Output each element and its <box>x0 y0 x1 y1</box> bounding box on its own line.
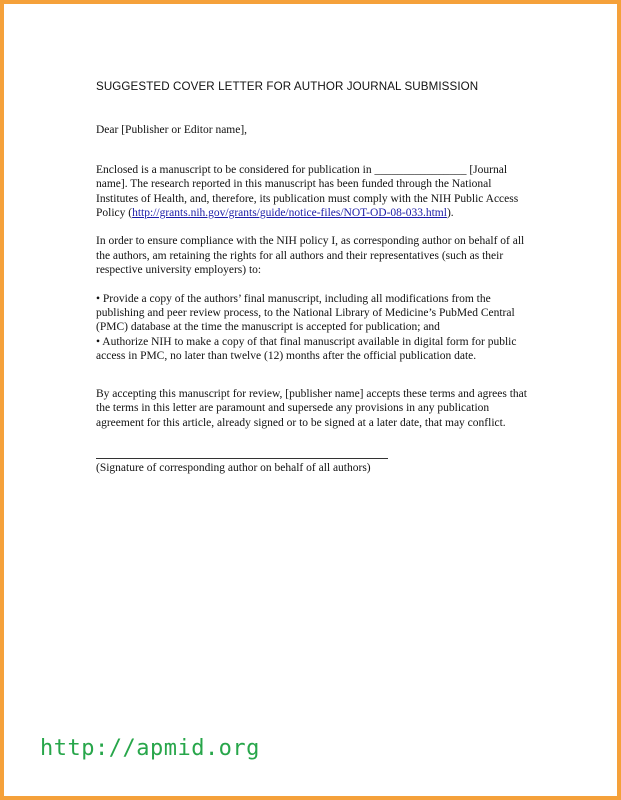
list-item-provide-copy: • Provide a copy of the authors’ final manuscript, including all modifications from the publishing and peer review process, to the National Library of Medicine’s PubMed Central (PMC) database at the time the manuscript is accepted for publication; and <box>96 292 515 334</box>
paragraph-text: Enclosed is a manuscript to be considered for publication in ________________ [Journal name]. The research reported in this manuscript has been funded through the National Institutes of Health, and, therefore, its publication must comply with the NIH Public Access Policy ( <box>96 163 519 220</box>
signature-caption: (Signature of corresponding author on behalf of all authors) <box>96 461 371 474</box>
paragraph-acceptance: By accepting this manuscript for review, [publisher name] accepts these terms and agrees that the terms in this letter are paramount and supersede any provisions in any publication agreement for this article, already signed or to be signed at a later date, that may conflict. <box>96 387 527 429</box>
signature-line <box>96 458 388 459</box>
letter-title: SUGGESTED COVER LETTER FOR AUTHOR JOURNAL SUBMISSION <box>96 80 479 93</box>
salutation: Dear [Publisher or Editor name], <box>96 124 248 137</box>
paragraph-text-end: ). <box>446 207 454 220</box>
cover-letter <box>96 80 536 475</box>
paragraph-enclosed-manuscript <box>96 163 536 221</box>
rights-list <box>96 292 536 364</box>
paragraph-compliance: In order to ensure compliance with the NIH policy I, as corresponding author on behalf of all the authors, am retaining the rights for all authors and their representatives (such as their respective university employers) to: <box>96 235 525 277</box>
nih-policy-link[interactable]: http://grants.nih.gov/grants/guide/notice-files/NOT-OD-08-033.html <box>132 207 447 220</box>
list-item-authorize-nih: • Authorize NIH to make a copy of that final manuscript available in digital form for public access in PMC, no later than twelve (12) months after the official publication date. <box>96 335 517 363</box>
watermark-url: http://apmid.org <box>40 736 260 761</box>
